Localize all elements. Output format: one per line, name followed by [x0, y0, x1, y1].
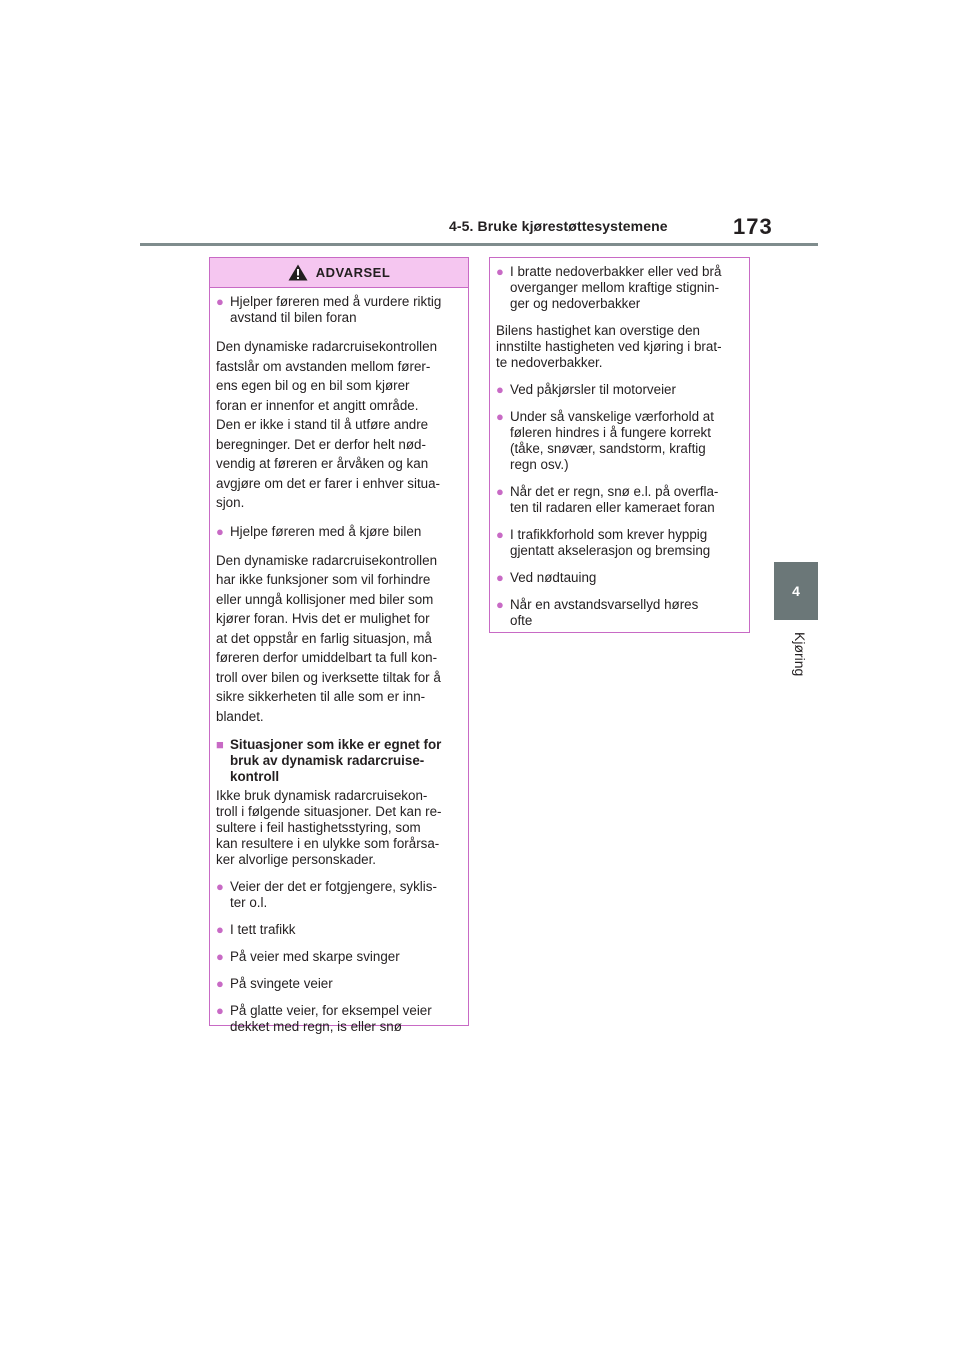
- bullet-icon: ●: [496, 570, 504, 585]
- bullet-icon: ●: [496, 382, 504, 397]
- list-item: ● Ved nødtauing: [496, 570, 597, 585]
- header-rule: [140, 243, 818, 246]
- list-item: ● Når det er regn, snø e.l. på overfla- ten til radaren eller kameraet foran: [496, 484, 719, 515]
- list-item: ● På veier med skarpe svinger: [216, 949, 400, 964]
- warning-triangle-icon: [288, 264, 308, 281]
- bullet-icon: ●: [496, 597, 504, 612]
- list-item: ● På glatte veier, for eksempel veier dekket med regn, is eller snø: [216, 1003, 432, 1034]
- bullet-icon: ●: [496, 484, 504, 499]
- bullet-icon: ●: [496, 409, 504, 424]
- paragraph: Ikke bruk dynamisk radarcruisekon- troll i følgende situasjoner. Det kan re- sultere i feil hastighetsstyring, som kan resultere i en ulykke som forårsa- ker alvorlige personskader.: [216, 788, 442, 867]
- bullet-icon: ●: [216, 294, 224, 309]
- list-item: ● I tett trafikk: [216, 922, 296, 937]
- list-item: ● Veier der det er fotgjengere, syklis- ter o.l.: [216, 879, 437, 910]
- bullet-icon: ●: [216, 879, 224, 894]
- warning-title: ADVARSEL: [315, 265, 391, 280]
- paragraph: Bilens hastighet kan overstige den innstilte hastigheten ved kjøring i brat- te nedoverbakker.: [496, 323, 722, 370]
- bullet-icon: ●: [496, 264, 504, 279]
- bullet-icon: ●: [216, 1003, 224, 1018]
- list-item: ● På svingete veier: [216, 976, 333, 991]
- bullet-icon: ●: [496, 527, 504, 542]
- list-item: ● Hjelpe føreren med å kjøre bilen: [216, 523, 422, 539]
- list-item: ● Ved påkjørsler til motorveier: [496, 382, 676, 397]
- chapter-number: 4: [792, 583, 800, 599]
- subheading: ■ Situasjoner som ikke er egnet for bruk av dynamisk radarcruise- kontroll: [216, 737, 442, 784]
- list-item: ● Når en avstandsvarsellyd høres ofte: [496, 597, 699, 628]
- chapter-label: Kjøring: [792, 632, 808, 677]
- page-number: 173: [733, 214, 773, 239]
- paragraph: Den dynamiske radarcruisekontrollen fastslår om avstanden mellom fører- ens egen bil og en bil som kjører foran er innenfor et angitt område. Den er ikke i stand til å utføre andre beregninger. Det er derfor helt nød- vendig at føreren er årvåken og kan avgjøre om det er farer i enhver situa- sjon.: [216, 339, 441, 510]
- chapter-tab: [774, 562, 818, 620]
- bullet-icon: ●: [216, 523, 224, 539]
- square-bullet-icon: ■: [216, 737, 224, 752]
- bullet-icon: ●: [216, 949, 224, 964]
- warning-header: [210, 258, 468, 288]
- list-item: ● I bratte nedoverbakker eller ved brå overganger mellom kraftige stignin- ger og nedoverbakker: [496, 264, 722, 311]
- paragraph: Den dynamiske radarcruisekontrollen har ikke funksjoner som vil forhindre eller unngå kollisjoner med biler som kjører foran. Hvis det er mulighet for at det oppstår en farlig situasjon, må føreren derfor umiddelbart ta full kon- troll over bilen og iverksette tiltak for å sikre sikkerheten til alle som er inn- blandet.: [216, 552, 441, 724]
- section-title: 4-5. Bruke kjørestøttesystemene: [449, 218, 668, 234]
- warning-box-right: [489, 257, 750, 633]
- bullet-icon: ●: [216, 922, 224, 937]
- list-item: ● Under så vanskelige værforhold at føleren hindres i å fungere korrekt (tåke, snøvær, sandstorm, kraftig regn osv.): [496, 409, 714, 472]
- list-item: ● I trafikkforhold som krever hyppig gjentatt akselerasjon og bremsing: [496, 527, 711, 558]
- list-item: ● Hjelper føreren med å vurdere riktig avstand til bilen foran: [216, 294, 442, 325]
- warning-box-left: [209, 257, 469, 1034]
- bullet-icon: ●: [216, 976, 224, 991]
